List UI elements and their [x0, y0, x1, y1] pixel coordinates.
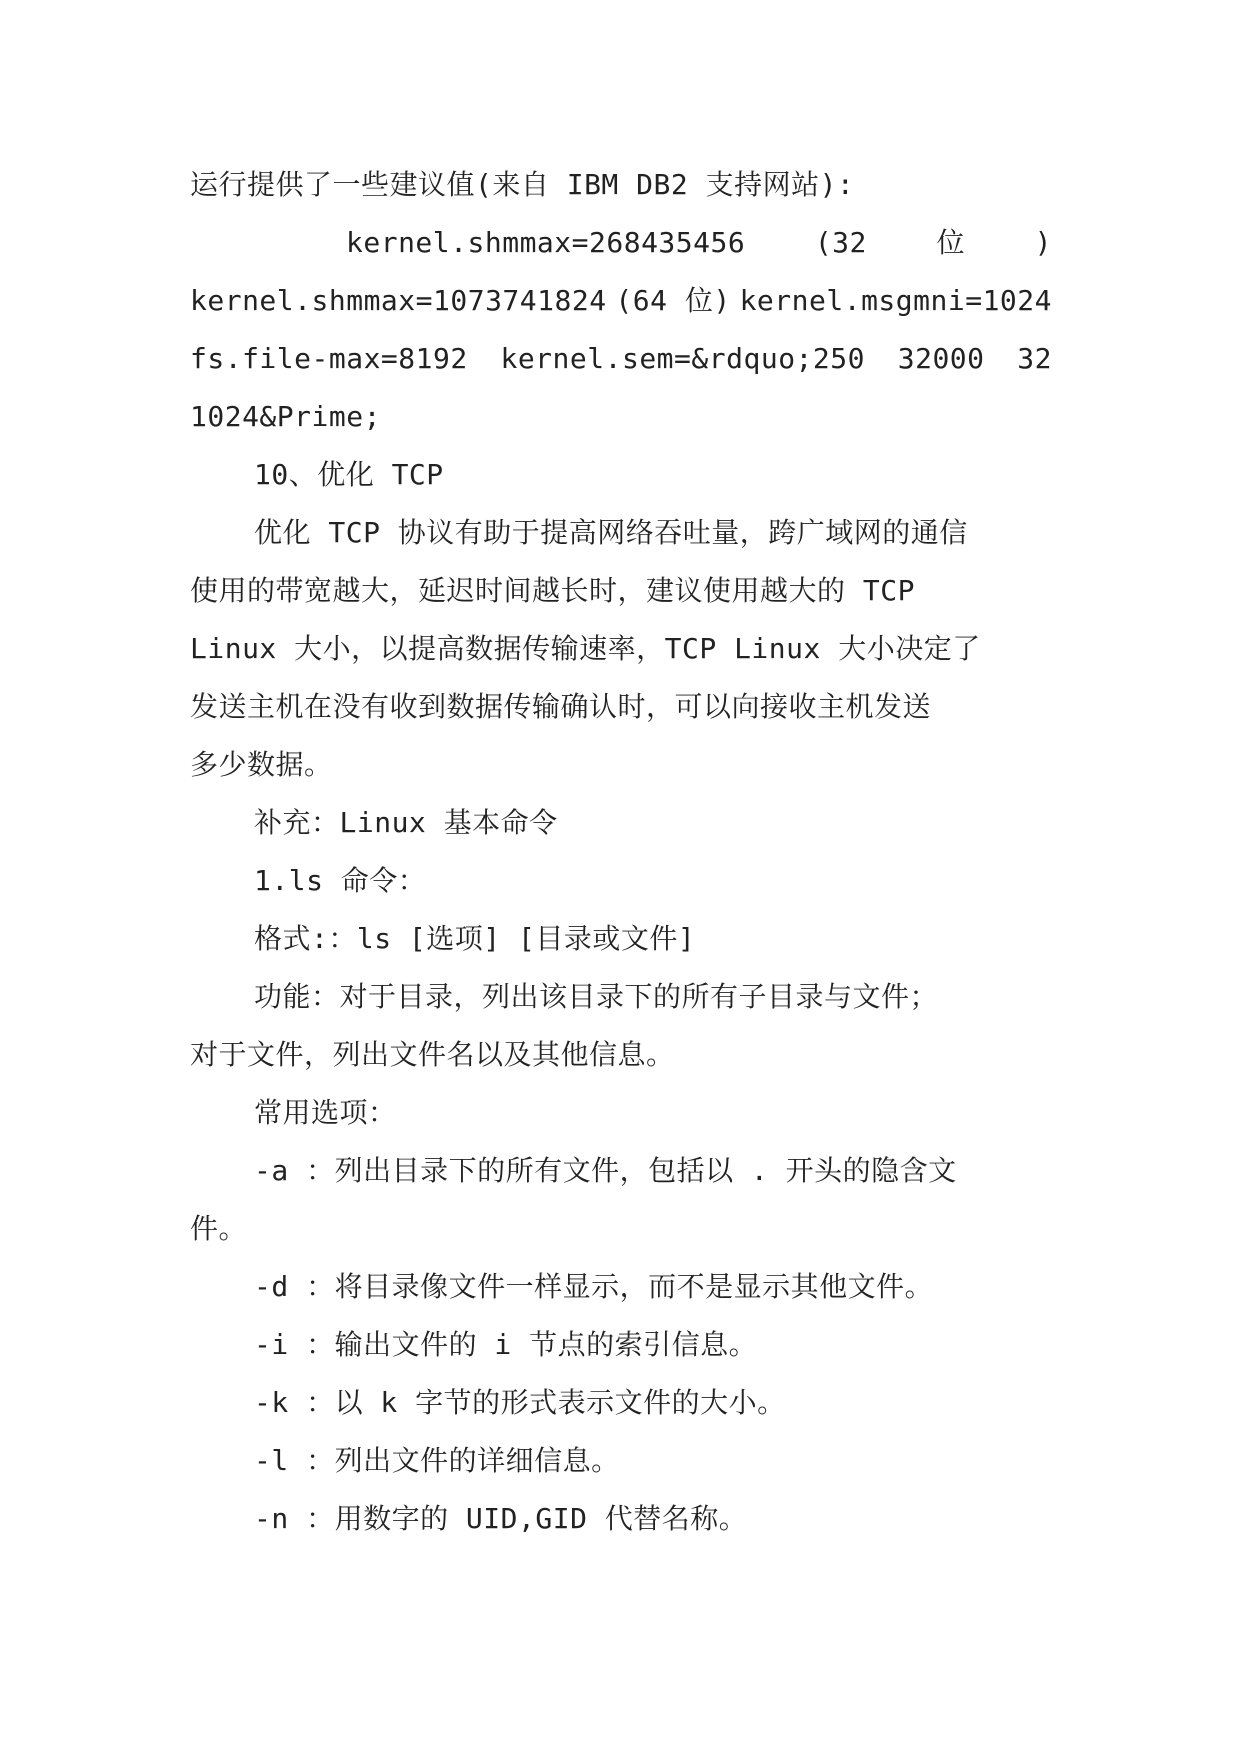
- option-i: -i ：输出文件的 i 节点的索引信息。: [254, 1328, 758, 1361]
- param-note-close: ): [1034, 226, 1052, 259]
- option-l: -l ：列出文件的详细信息。: [254, 1444, 620, 1477]
- subsection-heading-ls: 1.ls 命令：: [254, 864, 427, 897]
- paragraph-line: 发送主机在没有收到数据传输确认时，可以向接收主机发送: [190, 690, 932, 723]
- paragraph-line: 运行提供了一些建议值(来自 IBM DB2 支持网站):: [190, 168, 855, 201]
- kernel-sem-value-4: 1024&Prime;: [190, 400, 381, 433]
- paragraph-line: 使用的带宽越大，延迟时间越长时，建议使用越大的 TCP: [190, 574, 915, 607]
- kernel-shmmax-64bit: kernel.shmmax=1073741824: [190, 284, 607, 317]
- option-a: -a ：列出目录下的所有文件，包括以 . 开头的隐含文: [254, 1154, 957, 1187]
- paragraph-line: 多少数据。: [190, 748, 333, 781]
- kernel-sem: kernel.sem=&rdquo;250: [500, 342, 865, 375]
- ls-function-line: 对于文件，列出文件名以及其他信息。: [190, 1038, 675, 1071]
- kernel-sem-value-3: 32: [1017, 342, 1052, 375]
- section-heading-linux-commands: 补充：Linux 基本命令: [254, 806, 558, 839]
- option-a-continued: 件。: [190, 1212, 248, 1245]
- common-options-heading: 常用选项：: [254, 1096, 397, 1129]
- param-note-64bit: (64 位): [615, 284, 731, 317]
- ls-function-line: 功能：对于目录，列出该目录下的所有子目录与文件；: [254, 980, 939, 1013]
- fs-file-max: fs.file-max=8192: [190, 342, 468, 375]
- option-k: -k ：以 k 字节的形式表示文件的大小。: [254, 1386, 786, 1419]
- option-n: -n ：用数字的 UID,GID 代替名称。: [254, 1502, 748, 1535]
- param-note-unit: 位: [936, 226, 966, 259]
- paragraph-line: Linux 大小，以提高数据传输速率，TCP Linux 大小决定了: [190, 632, 981, 665]
- kernel-params-line-1: [190, 214, 1052, 272]
- param-note-open: (32: [814, 226, 867, 259]
- kernel-params-line-2: [190, 272, 1052, 330]
- option-d: -d ：将目录像文件一样显示，而不是显示其他文件。: [254, 1270, 934, 1303]
- kernel-params-line-3: [190, 330, 1052, 388]
- document-body: [190, 156, 1052, 1548]
- ls-format: 格式:：ls [选项] [目录或文件]: [254, 922, 696, 955]
- kernel-msgmni: kernel.msgmni=1024: [739, 284, 1052, 317]
- paragraph-line: 优化 TCP 协议有助于提高网络吞吐量，跨广域网的通信: [254, 516, 968, 549]
- kernel-shmmax-32bit: kernel.shmmax=268435456: [346, 226, 746, 259]
- section-heading-tcp: 10、优化 TCP: [254, 458, 444, 491]
- kernel-sem-value-2: 32000: [897, 342, 985, 375]
